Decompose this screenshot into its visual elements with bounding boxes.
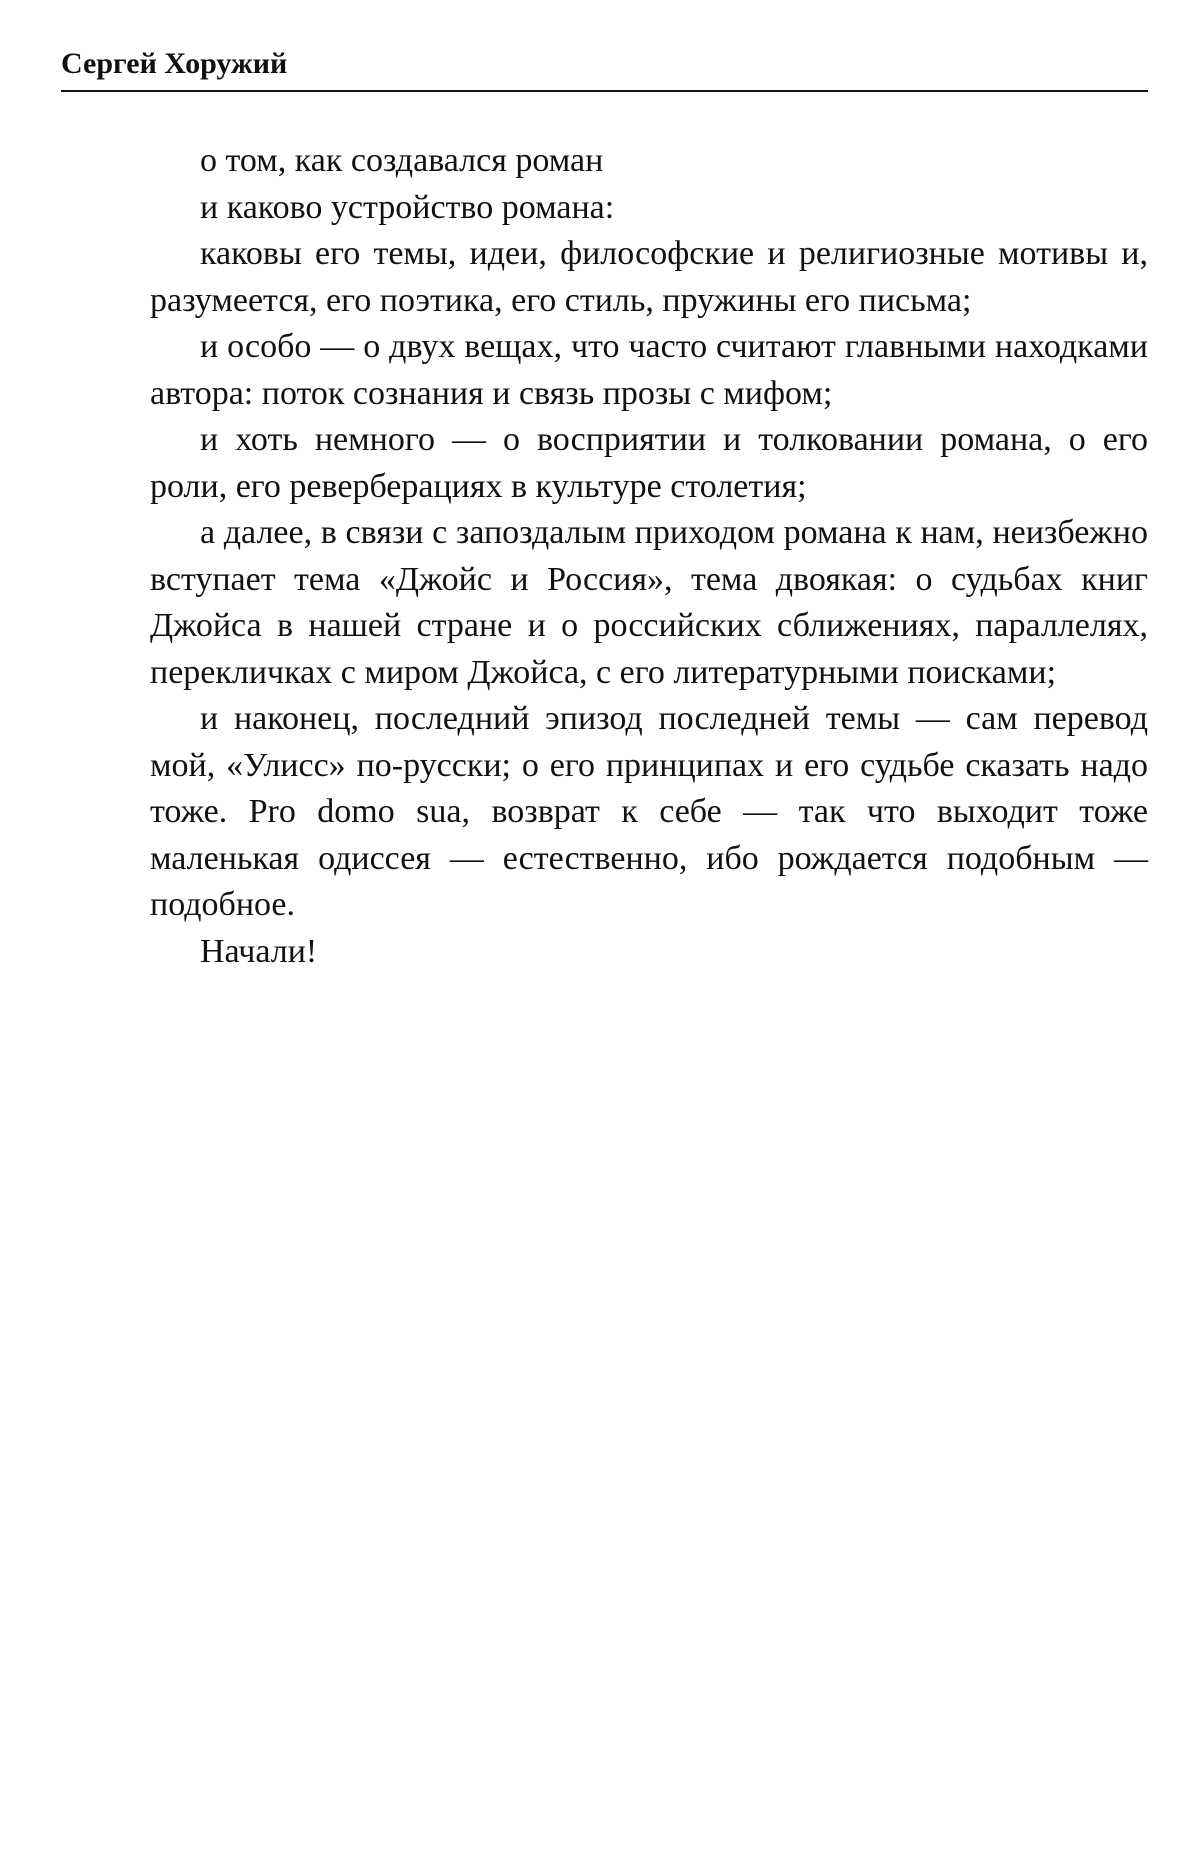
running-head-author: Сергей Хоружий xyxy=(61,47,288,80)
paragraph: и наконец, последний эпизод последней темы — сам перевод мой, «Улисс» по-русски; о его принципах и его судьбе сказать надо тоже. Pro domo sua, возврат к себе — так что выходит тоже маленькая одиссея — естественно, ибо рождается подобным — подобное. xyxy=(150,700,1148,923)
paragraph: а далее, в связи с запоздалым приходом романа к нам, неизбежно вступает тема «Джойс и Россия», тема двоякая: о судьбах книг Джойса в нашей стране и о российских сближениях, параллелях, перекличках с миром Джойса, с его литературными поисками; xyxy=(150,514,1148,691)
paragraph: каковы его темы, идеи, философские и религиозные мотивы и, разумеется, его поэтика, его стиль, пружины его письма; xyxy=(150,235,1148,319)
paragraph: и каково устройство романа: xyxy=(200,188,615,226)
header-rule xyxy=(61,90,1148,92)
running-head xyxy=(61,46,1148,94)
body-text xyxy=(150,138,1148,975)
paragraph: о том, как создавался роман xyxy=(200,142,604,179)
paragraph: и особо — о двух вещах, что часто считают главными находками автора: поток сознания и связь прозы с мифом; xyxy=(150,328,1148,412)
paragraph: и хоть немного — о восприятии и толковании романа, о его роли, его реверберациях в культуре столетия; xyxy=(150,421,1148,505)
paragraph: Начали! xyxy=(200,932,318,970)
